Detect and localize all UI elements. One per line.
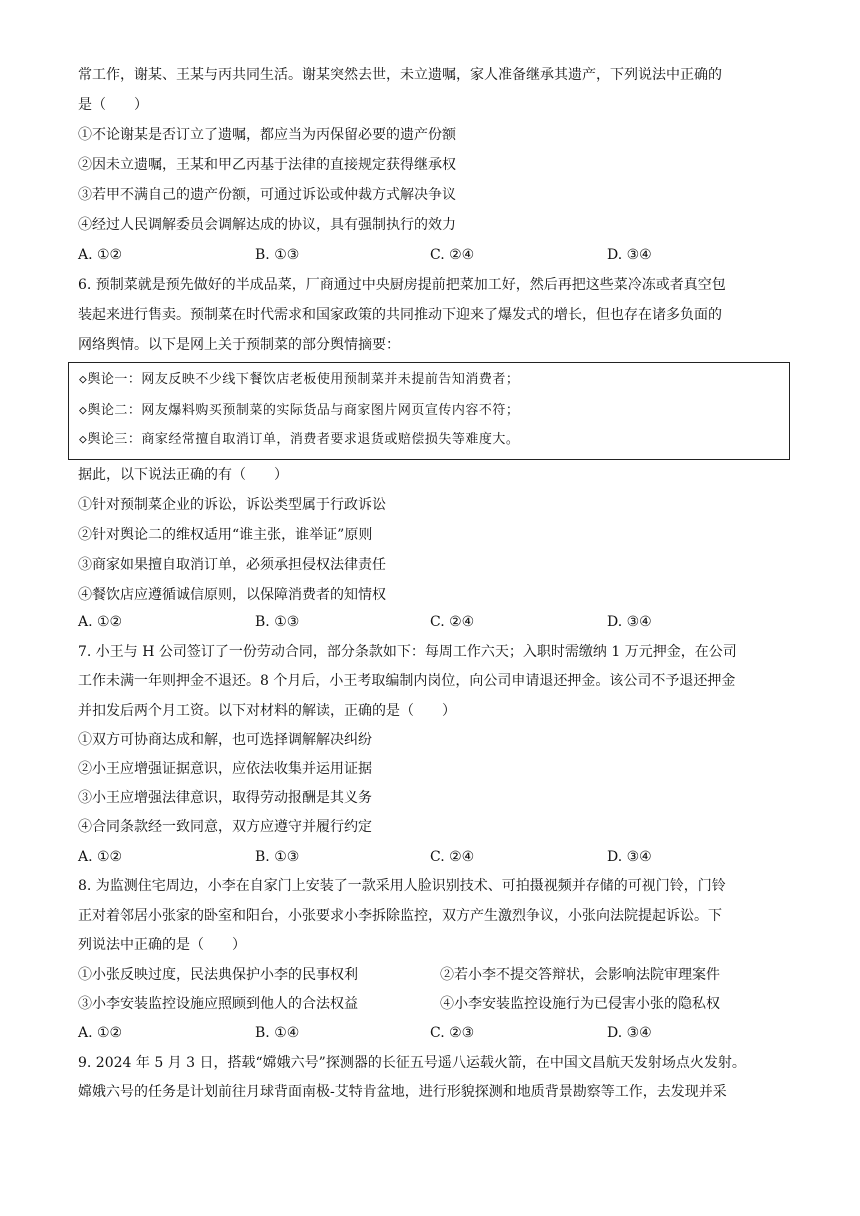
q7-statement-3: ③小王应增强法律意识，取得劳动报酬是其义务 [78, 790, 372, 806]
q6-prompt: 据此，以下说法正确的有（ ） [78, 467, 288, 483]
q5-option-d: D. ③④ [607, 247, 652, 263]
q5-stem-line-1: 常工作，谢某、王某与丙共同生活。谢某突然去世，未立遗嘱，家人准备继承其遗产，下列说法中正确的 [78, 67, 722, 83]
opinion-1: ◇舆论一：网友反映不少线下餐饮店老板使用预制菜并未提前告知消费者； [79, 372, 520, 387]
q5-option-c: C. ②④ [430, 247, 475, 263]
opinion-3: ◇舆论三：商家经常擅自取消订单，消费者要求退货或赔偿损失等难度大。 [79, 432, 520, 447]
q8-stem-line-2: 正对着邻居小张家的卧室和阳台，小张要求小李拆除监控，双方产生激烈争议，小张向法院提起诉讼。下 [78, 908, 722, 924]
q9-stem-line-1: 9. 2024 年 5 月 3 日，搭载“嫦娥六号”探测器的长征五号遥八运载火箭，在中国文昌航天发射场点火发射。 [78, 1055, 746, 1071]
q8-option-b: B. ①④ [255, 1025, 300, 1041]
q7-stem-line-2: 工作未满一年则押金不退还。8 个月后，小王考取编制内岗位，向公司申请退还押金。该公司不予退还押金 [78, 673, 736, 689]
q8-statement-2: ②若小李不提交答辩状，会影响法院审理案件 [440, 967, 720, 983]
q6-option-d: D. ③④ [607, 614, 652, 630]
public-opinion-box [68, 362, 790, 460]
q6-option-a: A. ①② [78, 614, 123, 630]
q7-option-b: B. ①③ [255, 849, 300, 865]
q7-statement-1: ①双方可协商达成和解，也可选择调解解决纠纷 [78, 732, 372, 748]
q6-stem-line-3: 网络舆情。以下是网上关于预制菜的部分舆情摘要： [78, 337, 400, 353]
q7-option-c: C. ②④ [430, 849, 475, 865]
q7-stem-line-1: 7. 小王与 H 公司签订了一份劳动合同，部分条款如下：每周工作六天；入职时需缴纳 1 万元押金，在公司 [78, 644, 737, 660]
q6-option-b: B. ①③ [255, 614, 300, 630]
q8-option-c: C. ②③ [430, 1025, 475, 1041]
q6-stem-line-2: 装起来进行售卖。预制菜在时代需求和国家政策的共同推动下迎来了爆发式的增长，但也存在诸多负面的 [78, 307, 722, 323]
q7-statement-4: ④合同条款经一致同意，双方应遵守并履行约定 [78, 819, 372, 835]
q8-option-d: D. ③④ [607, 1025, 652, 1041]
q6-statement-1: ①针对预制菜企业的诉讼，诉讼类型属于行政诉讼 [78, 497, 386, 513]
q5-option-a: A. ①② [78, 247, 123, 263]
q5-statement-2: ②因未立遗嘱，王某和甲乙丙基于法律的直接规定获得继承权 [78, 157, 456, 173]
q6-stem-line-1: 6. 预制菜就是预先做好的半成品菜，厂商通过中央厨房提前把菜加工好，然后再把这些菜冷冻或者真空包 [78, 277, 726, 293]
q6-option-c: C. ②④ [430, 614, 475, 630]
q8-stem-line-1: 8. 为监测住宅周边，小李在自家门上安装了一款采用人脸识别技术、可拍摄视频并存储的可视门铃，门铃 [78, 878, 726, 894]
q6-statement-2: ②针对舆论二的维权适用“谁主张，谁举证”原则 [78, 527, 373, 543]
q8-stem-line-3: 列说法中正确的是（ ） [78, 937, 246, 953]
q7-option-a: A. ①② [78, 849, 123, 865]
q8-option-a: A. ①② [78, 1025, 123, 1041]
q5-statement-1: ①不论谢某是否订立了遗嘱，都应当为丙保留必要的遗产份额 [78, 127, 456, 143]
q7-option-d: D. ③④ [607, 849, 652, 865]
q6-statement-3: ③商家如果擅自取消订单，必须承担侵权法律责任 [78, 557, 386, 573]
q5-stem-line-2: 是（ ） [78, 97, 148, 113]
q5-statement-3: ③若甲不满自己的遗产份额，可通过诉讼或仲裁方式解决争议 [78, 187, 456, 203]
q5-statement-4: ④经过人民调解委员会调解达成的协议，具有强制执行的效力 [78, 217, 456, 233]
q9-stem-line-2: 嫦娥六号的任务是计划前往月球背面南极-艾特肯盆地，进行形貌探测和地质背景勘察等工作，去发现并采 [78, 1084, 727, 1100]
q7-stem-line-3: 并扣发后两个月工资。以下对材料的解读，正确的是（ ） [78, 703, 456, 719]
q8-statement-3: ③小李安装监控设施应照顾到他人的合法权益 [78, 996, 358, 1012]
q5-option-b: B. ①③ [255, 247, 300, 263]
q8-statement-1: ①小张反映过度，民法典保护小李的民事权利 [78, 967, 358, 983]
q8-statement-4: ④小李安装监控设施行为已侵害小张的隐私权 [440, 996, 720, 1012]
q7-statement-2: ②小王应增强证据意识，应依法收集并运用证据 [78, 761, 372, 777]
q6-statement-4: ④餐饮店应遵循诚信原则，以保障消费者的知情权 [78, 587, 386, 603]
opinion-2: ◇舆论二：网友爆料购买预制菜的实际货品与商家图片网页宣传内容不符； [79, 403, 520, 418]
